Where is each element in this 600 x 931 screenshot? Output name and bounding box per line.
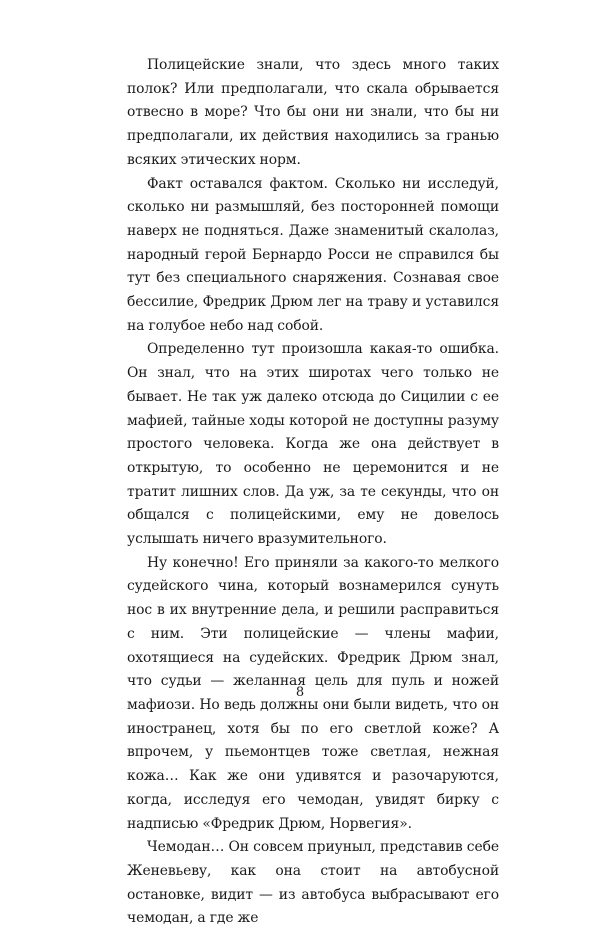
paragraph: Факт оставался фактом. Сколько ни исследуй, сколько ни размышляй, без посторонней помощи наверх не подняться. Даже знаменитый скалолаз, народный герой Бернардо Росси не справился бы тут без специального снаряжения. Сознавая свое бессилие, Фредрик Дрюм лег на траву и уставился на голубое небо над собой.	[127, 175, 499, 334]
page-number: 8	[295, 685, 305, 700]
paragraph: Полицейские знали, что здесь много таких полок? Или предполагали, что скала обрывается отвесно в море? Что бы они ни знали, что бы ни предполагали, их действия находились за гранью всяких этических норм.	[127, 57, 499, 168]
paragraph: Ну конечно! Его приняли за какого-то мелкого судейского чина, который вознамерился сунуть нос в их внутренние дела, и решили расправиться с ним. Эти полицейские — члены мафии, охотящиеся на судейских. Фредрик Дрюм знал, что судьи — желанная цель для пуль и ножей мафиози. Но ведь должны они были видеть, что он иностранец, хотя бы по его светлой коже? А впрочем, у пьемонтцев тоже светлая, нежная кожа… Как же они удивятся и разочаруются, когда, исследуя его чемодан, увидят бирку с надписью «Фредрик Дрюм, Норвегия».	[127, 554, 499, 832]
paragraph: Чемодан… Он совсем приуныл, представив себе Женевьеву, как она стоит на автобусной остановке, видит — из автобуса выбрасывают его чемодан, а где же	[127, 839, 499, 927]
paragraph: Определенно тут произошла какая-то ошибка. Он знал, что на этих широтах чего только не бывает. Не так уж далеко отсюда до Сицилии с ее мафией, тайные ходы которой не доступны разуму простого человека. Когда же она действует в открытую, то особенно не церемонится и не тратит лишних слов. Да уж, за те секунды, что он общался с полицейскими, ему не довелось услышать ничего вразумительного.	[127, 341, 499, 548]
body-text	[127, 54, 499, 931]
